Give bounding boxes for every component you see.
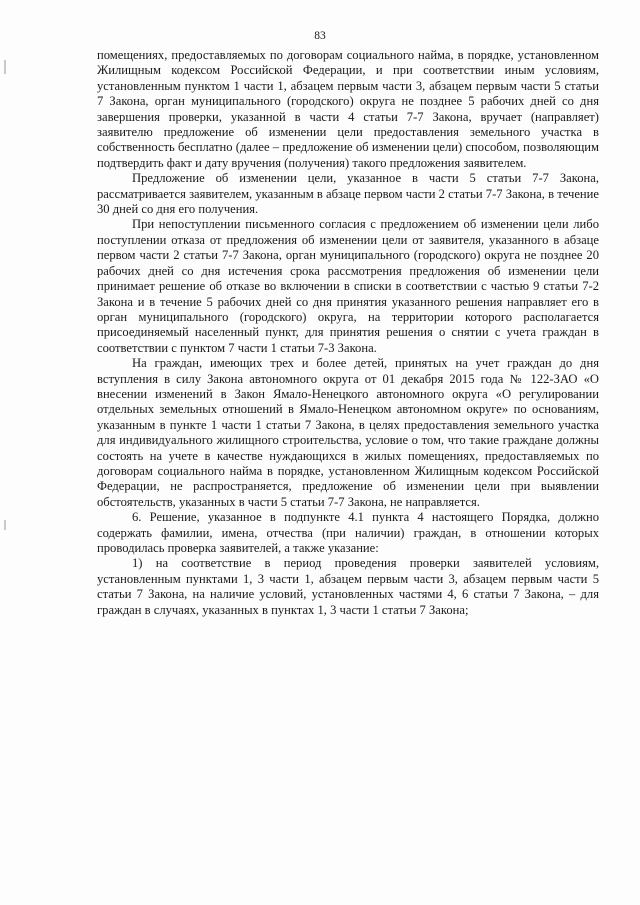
paragraph: При непоступлении письменного согласия с предложением об изменении цели либо поступлении отказа от предложения об изменении цели от заявителя, указанного в абзаце первом части 2 статьи 7-7 Закона, орган муниципального (городского) округа не позднее 20 рабочих дней со дня истечения срока рассмотрения предложения об изменении цели принимает решение об отказе во включении в списки в соответствии с частью 9 статьи 7-2 Закона и в течение 5 рабочих дней со дня принятия указанного решения направляет его в орган муниципального (городского) округа, на территории которого располагается присоединяемый населенный пункт, для принятия решения о снятии с учета граждан в соответствии с пунктом 7 части 1 статьи 7-3 Закона. bbox=[97, 217, 599, 355]
paragraph: На граждан, имеющих трех и более детей, принятых на учет граждан до дня вступления в силу Закона автономного округа от 01 декабря 2015 года № 122-ЗАО «О внесении изменений в Закон Ямало-Ненецкого автономного округа «О регулировании отдельных земельных отношений в Ямало-Ненецком автономном округе» по основаниям, указанным в пункте 1 части 1 статьи 7 Закона, в целях предоставления земельного участка для индивидуального жилищного строительства, условие о том, что такие граждане должны состоять на учете в качестве нуждающихся в жилых помещениях, предоставляемых по договорам социального найма в порядке, установленном Жилищным кодексом Российской Федерации, не распространяется, предложение об изменении цели при выявлении обстоятельств, указанных в части 5 статьи 7-7 Закона, не направляется. bbox=[97, 356, 599, 509]
paragraph: Предложение об изменении цели, указанное в части 5 статьи 7-7 Закона, рассматривается заявителем, указанным в абзаце первом части 2 статьи 7-7 Закона, в течение 30 дней со дня его получения. bbox=[97, 171, 599, 217]
paragraph-subitem-1: 1) на соответствие в период проведения проверки заявителей условиям, установленным пунктами 1, 3 части 1, абзацем первым части 3, абзацем первым части 5 статьи 7 Закона, на наличие условий, установленных частями 4, 6 статьи 7 Закона, – для граждан в случаях, указанных в пунктах 1, 3 части 1 статьи 7 Закона; bbox=[97, 556, 599, 617]
scan-edge-mark bbox=[4, 520, 6, 530]
page-number: 83 bbox=[314, 30, 326, 42]
paragraph-item-6: 6. Решение, указанное в подпункте 4.1 пункта 4 настоящего Порядка, должно содержать фамилии, имена, отчества (при наличии) граждан, в отношении которых проводилась проверка заявителей, а также указание: bbox=[97, 510, 599, 555]
document-body bbox=[97, 48, 599, 618]
paragraph-continuation: помещениях, предоставляемых по договорам социального найма, в порядке, установленном Жилищным кодексом Российской Федерации, и при соответствии иным условиям, установленным пунктом 1 части 1, абзацем первым части 3, абзацем первым части 5 статьи 7 Закона, орган муниципального (городского) округа не позднее 5 рабочих дней со дня завершения проверки, указанной в части 4 статьи 7-7 Закона, вручает (направляет) заявителю предложение об изменении цели предоставления земельного участка в собственность бесплатно (далее – предложение об изменении цели) способом, позволяющим подтвердить факт и дату вручения (получения) такого предложения заявителем. bbox=[97, 48, 599, 170]
scan-edge-mark bbox=[4, 60, 6, 74]
